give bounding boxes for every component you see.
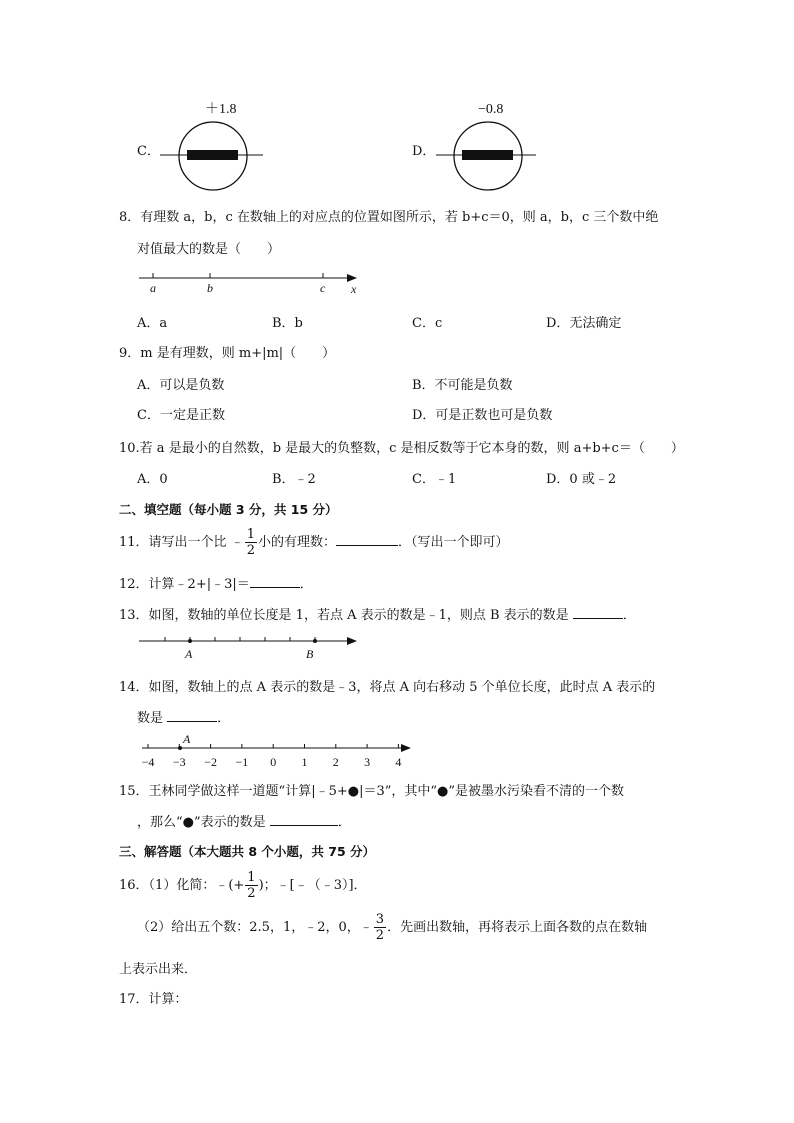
q10-option-d: D．0 或﹣2	[546, 472, 617, 487]
q8-stem-line2: 对值最大的数是（ ）	[137, 242, 281, 257]
q11-answer-blank[interactable]	[336, 545, 398, 546]
q15-line2-text: ，那么“●”表示的数是	[137, 815, 270, 830]
q11-fraction	[245, 528, 257, 557]
q13-text: 13．如图，数轴的单位长度是 1，若点 A 表示的数是﹣1，则点 B 表示的数是	[119, 608, 573, 623]
q15-tail: ．	[337, 815, 351, 830]
q8-option-d: D．无法确定	[546, 316, 622, 331]
q13-label-b: B	[306, 647, 314, 661]
q12-tail: ．	[299, 577, 313, 592]
q14-tick-label: −4	[141, 755, 155, 769]
q16-part2-after: ．先画出数轴，再将表示上面各数的点在数轴	[387, 920, 648, 935]
q15-answer-blank[interactable]	[270, 825, 338, 826]
q16-part1-after: )；﹣[﹣（﹣3）]．	[258, 878, 367, 893]
q8-option-c: C．c	[412, 316, 443, 331]
q9-stem: 9．m 是有理数，则 m+|m|（ ）	[119, 346, 336, 361]
q14-tick-label: −3	[172, 755, 186, 769]
q7-option-c-letter: C．	[137, 144, 160, 159]
q13	[119, 604, 636, 623]
q10-option-c: C．﹣1	[412, 472, 457, 487]
q16-part1	[119, 871, 367, 900]
q11-after: 小的有理数：	[257, 535, 336, 550]
q7-option-d-value: −0.8	[478, 102, 504, 117]
q14-tick-label: −2	[204, 755, 217, 769]
q10-option-b: B．﹣2	[272, 472, 316, 487]
q11-frac-sign: ﹣	[230, 535, 244, 550]
q16-part2-before: （2）给出五个数：2.5，1，﹣2，0，	[137, 920, 360, 935]
q12	[119, 573, 313, 592]
q14-tick-label: −1	[235, 755, 249, 769]
q14-line2-text: 数是	[137, 711, 168, 726]
q17-text: 17．计算：	[119, 992, 188, 1007]
q8-option-b: B．b	[272, 316, 303, 331]
q8-label-b: b	[207, 281, 213, 295]
q16-part2-sign: ﹣	[359, 920, 373, 935]
q14-number-line	[138, 730, 418, 772]
q12-answer-blank[interactable]	[250, 587, 300, 588]
q13-tail: ．	[622, 608, 636, 623]
q14-tick-label: 2	[332, 755, 339, 769]
section2-title: 二、填空题（每小题 3 分，共 15 分）	[119, 502, 338, 517]
section3-title: 三、解答题（本大题共 8 个小题，共 75 分）	[119, 844, 376, 859]
q14-line1: 14．如图，数轴上的点 A 表示的数是﹣3，将点 A 向右移动 5 个单位长度，此时点 A 表示的	[119, 680, 656, 695]
q8-option-a: A．a	[137, 316, 168, 331]
q11	[119, 528, 509, 557]
q7-option-d-figure	[436, 96, 546, 196]
q11-before: 11．请写出一个比	[119, 535, 231, 550]
q15-line1: 15．王林同学做这样一道题“计算|﹣5+●|＝3”，其中“●”是被墨水污染看不清的一个数	[119, 784, 625, 799]
q14-answer-blank[interactable]	[167, 721, 217, 722]
q16-part1-before: 16．（1）化简：﹣(+	[119, 878, 245, 893]
q13-number-line	[135, 632, 370, 662]
q11-tail: ．（写出一个即可）	[398, 535, 509, 550]
q16-part1-den: 2	[247, 886, 256, 901]
q12-text: 12．计算﹣2+|﹣3|＝	[119, 577, 250, 592]
q16-part2-line2: 上表示出来．	[119, 962, 198, 977]
q14-tick-label: 4	[395, 755, 402, 769]
q14-line2	[137, 707, 230, 726]
q8-number-line	[135, 266, 370, 298]
q7-option-d-letter: D．	[412, 144, 436, 159]
q9-option-c: C．一定是正数	[137, 408, 225, 423]
q16-part1-num: 1	[247, 870, 256, 885]
q16-part2-fraction	[374, 913, 386, 942]
q8-stem-line1: 8．有理数 a，b，c 在数轴上的对应点的位置如图所示，若 b+c＝0，则 a，b，c 三个数中绝	[119, 210, 659, 225]
q13-answer-blank[interactable]	[573, 618, 623, 619]
q8-label-c: c	[320, 281, 326, 295]
q16-part2-den: 2	[375, 928, 385, 943]
q10-option-a: A．0	[137, 472, 168, 487]
q13-label-a: A	[185, 647, 193, 661]
q11-frac-den: 2	[246, 543, 255, 558]
q15-line2	[137, 811, 351, 830]
q7-option-c-value: ＋1.8	[205, 102, 237, 117]
q16-part2-num: 3	[375, 912, 385, 927]
q14-label-a: A	[183, 732, 191, 746]
q16-part1-fraction	[245, 871, 257, 900]
q9-option-a: A．可以是负数	[137, 378, 225, 393]
q8-label-a: a	[150, 281, 156, 295]
q10-stem: 10.若 a 是最小的自然数，b 是最大的负整数，c 是相反数等于它本身的数，则 a+b+c＝（ ）	[119, 441, 684, 456]
q9-option-d: D．可是正数也可是负数	[412, 408, 553, 423]
q14-tail: ．	[217, 711, 231, 726]
q9-option-b: B．不可能是负数	[412, 378, 513, 393]
q7-option-c-figure	[160, 96, 270, 196]
q11-frac-num: 1	[246, 527, 255, 542]
q16-part2	[137, 913, 647, 942]
q14-tick-label: 1	[301, 755, 308, 769]
q14-tick-label: 3	[364, 755, 371, 769]
q14-tick-label: 0	[270, 755, 277, 769]
q8-label-x: x	[351, 282, 357, 296]
